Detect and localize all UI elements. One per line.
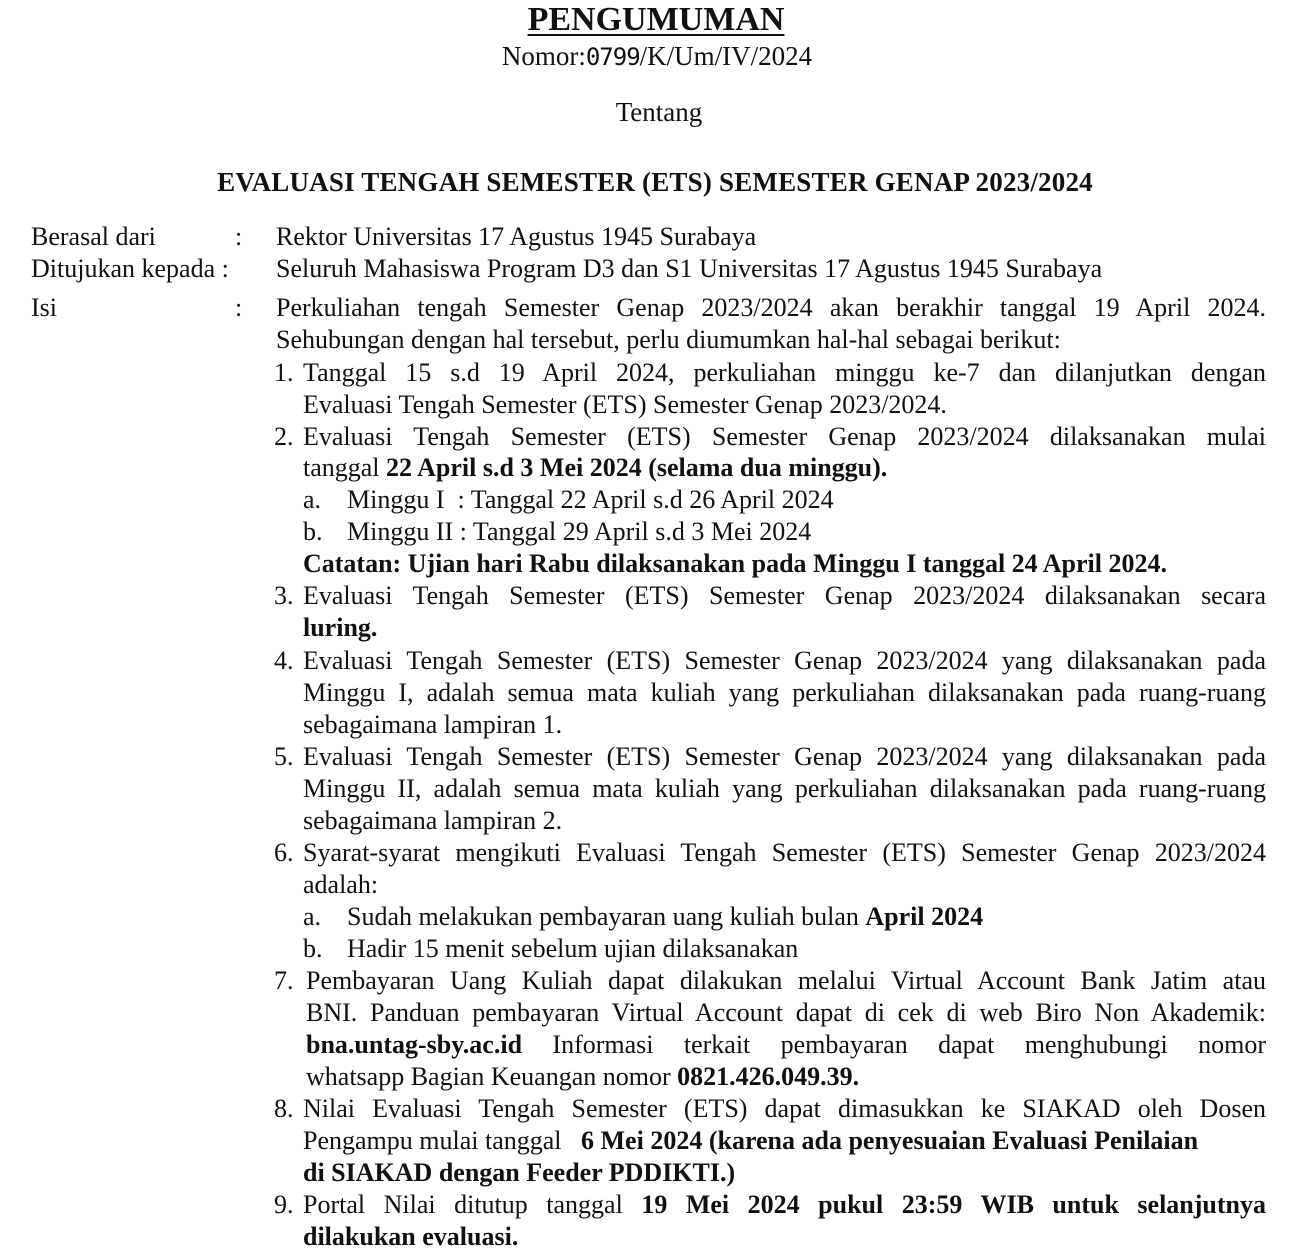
item-3-line-2: luring.	[303, 613, 378, 642]
item-8-number: 8.	[274, 1094, 294, 1123]
item-4-number: 4.	[274, 646, 294, 675]
item-2-line-2-text: tanggal	[303, 453, 387, 482]
to-value: Seluruh Mahasiswa Program D3 dan S1 Universitas 17 Agustus 1945 Surabaya	[276, 254, 1103, 283]
item-7-line-3-text: Informasi terkait pembayaran dapat menghubungi nomor	[522, 1030, 1266, 1059]
item-2-number: 2.	[274, 422, 294, 451]
item-1-number: 1.	[274, 358, 294, 387]
item-1-line-2: Evaluasi Tengah Semester (ETS) Semester Genap 2023/2024.	[303, 390, 947, 419]
item-2-line-1: Evaluasi Tengah Semester (ETS) Semester Genap 2023/2024 dilaksanakan mulai	[303, 422, 1266, 451]
item-2-sub-a-letter: a.	[303, 485, 322, 514]
item-7-line-1: Pembayaran Uang Kuliah dapat dilakukan melalui Virtual Account Bank Jatim atau	[306, 966, 1266, 995]
item-8-line-1: Nilai Evaluasi Tengah Semester (ETS) dapat dimasukkan ke SIAKAD oleh Dosen	[303, 1094, 1266, 1123]
intro-line-1: Perkuliahan tengah Semester Genap 2023/2024 akan berakhir tanggal 19 April 2024.	[276, 293, 1266, 322]
to-label: Ditujukan kepada :	[31, 254, 229, 283]
from-label: Berasal dari	[31, 222, 156, 251]
item-2-sub-b: Minggu II : Tanggal 29 April s.d 3 Mei 2024	[347, 517, 812, 546]
item-5-line-2: Minggu II, adalah semua mata kuliah yang perkuliahan dilaksanakan pada ruang-ruang	[303, 774, 1266, 803]
item-9-line-1	[303, 1189, 1266, 1221]
item-9-line-2: dilakukan evaluasi.	[303, 1222, 519, 1251]
from-value: Rektor Universitas 17 Agustus 1945 Surabaya	[276, 222, 757, 251]
item-6-sub-b-letter: b.	[303, 934, 323, 963]
nomor-prefix: Nomor:	[501, 41, 586, 71]
content-colon: :	[235, 293, 243, 322]
item-7-website: bna.untag-sby.ac.id	[306, 1030, 523, 1059]
document-number	[6, 40, 1302, 73]
item-8-line-3: di SIAKAD dengan Feeder PDDIKTI.)	[303, 1158, 736, 1187]
item-7-phone: 0821.426.049.39.	[677, 1062, 860, 1091]
item-6-sub-a-bold: April 2024	[865, 902, 984, 931]
item-4-line-3: sebagaimana lampiran 1.	[303, 710, 563, 739]
item-7-line-4	[306, 1061, 859, 1093]
nomor-suffix: /K/Um/IV/2024	[639, 41, 813, 71]
item-8-line-2-bold: 6 Mei 2024 (karena ada penyesuaian Evaluasi Penilaian	[581, 1126, 1199, 1155]
item-9-line-1-bold: 19 Mei 2024 pukul 23:59 WIB untuk selanjutnya	[641, 1190, 1267, 1219]
item-7-line-2: BNI. Panduan pembayaran Virtual Account dapat di cek di web Biro Non Akademik:	[306, 998, 1266, 1027]
document-title: PENGUMUMAN	[527, 1, 785, 38]
item-2-sub-a: Minggu I : Tanggal 22 April s.d 26 April 2024	[347, 485, 834, 514]
content-label: Isi	[31, 293, 57, 322]
nomor-handwritten: 0799	[585, 43, 640, 71]
item-2-note: Catatan: Ujian hari Rabu dilaksanakan pada Minggu I tanggal 24 April 2024.	[303, 549, 1167, 578]
intro-line-2: Sehubungan dengan hal tersebut, perlu diumumkan hal-hal sebagai berikut:	[276, 325, 1061, 354]
item-8-line-2-text: Pengampu mulai tanggal	[303, 1126, 582, 1155]
item-6-sub-b: Hadir 15 menit sebelum ujian dilaksanakan	[347, 934, 799, 963]
item-2-line-2	[303, 452, 887, 484]
item-6-line-1: Syarat-syarat mengikuti Evaluasi Tengah Semester (ETS) Semester Genap 2023/2024	[303, 838, 1266, 867]
item-6-number: 6.	[274, 838, 294, 867]
item-6-sub-a	[347, 901, 983, 933]
item-3-line-1: Evaluasi Tengah Semester (ETS) Semester Genap 2023/2024 dilaksanakan secara	[303, 581, 1266, 610]
item-5-number: 5.	[274, 742, 294, 771]
item-3-number: 3.	[274, 581, 294, 610]
item-7-number: 7.	[274, 966, 294, 995]
item-7-line-3	[306, 1029, 1266, 1061]
item-2-line-2-bold: 22 April s.d 3 Mei 2024 (selama dua minggu).	[386, 453, 888, 482]
item-4-line-1: Evaluasi Tengah Semester (ETS) Semester Genap 2023/2024 yang dilaksanakan pada	[303, 646, 1266, 675]
item-9-line-1-text: Portal Nilai ditutup tanggal	[303, 1190, 642, 1219]
item-1-line-1: Tanggal 15 s.d 19 April 2024, perkuliahan minggu ke-7 dan dilanjutkan dengan	[303, 358, 1266, 387]
item-7-line-4-text: whatsapp Bagian Keuangan nomor	[306, 1062, 678, 1091]
item-6-sub-a-text: Sudah melakukan pembayaran uang kuliah bulan	[347, 902, 866, 931]
item-8-line-2	[303, 1125, 1198, 1157]
tentang-label: Tentang	[615, 97, 703, 127]
item-5-line-1: Evaluasi Tengah Semester (ETS) Semester Genap 2023/2024 yang dilaksanakan pada	[303, 742, 1266, 771]
item-4-line-2: Minggu I, adalah semua mata kuliah yang perkuliahan dilaksanakan pada ruang-ruang	[303, 678, 1266, 707]
item-5-line-3: sebagaimana lampiran 2.	[303, 806, 563, 835]
item-6-line-2: adalah:	[303, 870, 379, 899]
item-6-sub-a-letter: a.	[303, 902, 322, 931]
from-colon: :	[235, 222, 243, 251]
item-9-number: 9.	[274, 1190, 294, 1219]
item-2-sub-b-letter: b.	[303, 517, 323, 546]
document-subject: EVALUASI TENGAH SEMESTER (ETS) SEMESTER GENAP 2023/2024	[217, 167, 1093, 197]
